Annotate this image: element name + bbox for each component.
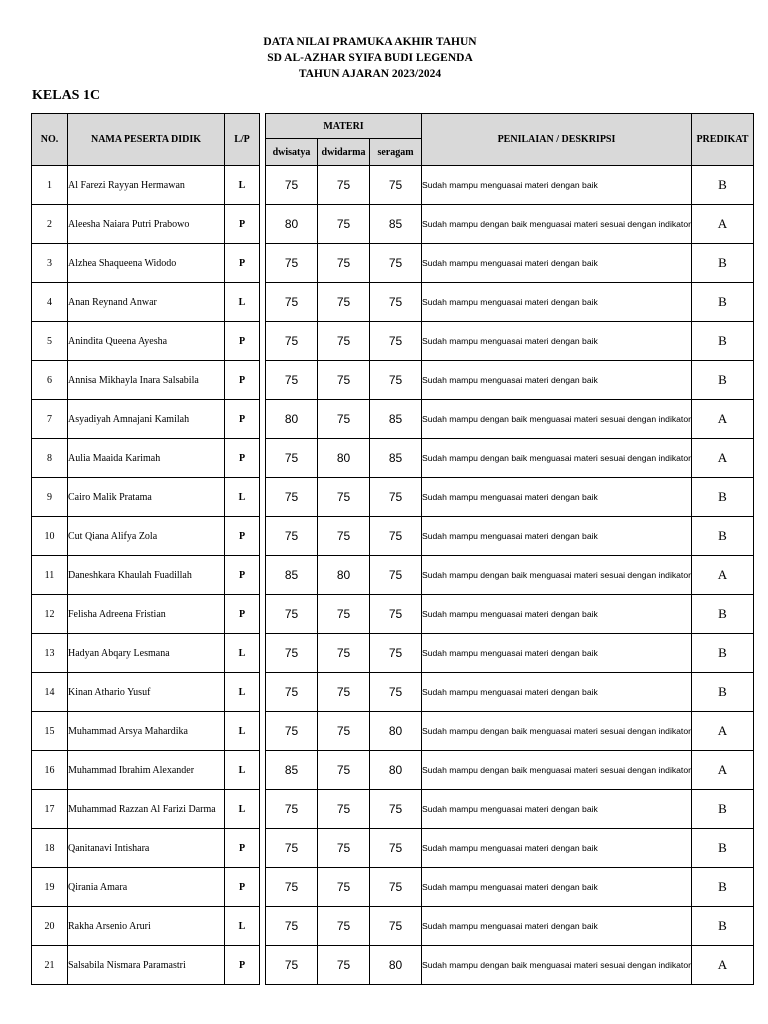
row-number: 5 xyxy=(32,322,68,361)
score-dwisatya: 80 xyxy=(266,205,318,244)
gender: P xyxy=(225,829,260,868)
description: Sudah mampu menguasai materi dengan baik xyxy=(422,595,692,634)
predicate: A xyxy=(691,712,753,751)
predicate: B xyxy=(691,907,753,946)
score-seragam: 80 xyxy=(370,751,422,790)
predicate: A xyxy=(691,205,753,244)
score-seragam: 85 xyxy=(370,400,422,439)
gender: L xyxy=(225,634,260,673)
predicate: B xyxy=(691,517,753,556)
score-dwidarma: 75 xyxy=(318,751,370,790)
description: Sudah mampu menguasai materi dengan baik xyxy=(422,517,692,556)
student-name: Anindita Queena Ayesha xyxy=(68,322,225,361)
score-dwidarma: 75 xyxy=(318,634,370,673)
score-dwisatya: 75 xyxy=(266,517,318,556)
table-row xyxy=(32,556,754,595)
student-name: Felisha Adreena Fristian xyxy=(68,595,225,634)
gender: L xyxy=(225,907,260,946)
table-body xyxy=(32,166,754,985)
table-row xyxy=(32,751,754,790)
row-number: 1 xyxy=(32,166,68,205)
row-number: 10 xyxy=(32,517,68,556)
student-name: Al Farezi Rayyan Hermawan xyxy=(68,166,225,205)
score-dwidarma: 75 xyxy=(318,400,370,439)
score-dwisatya: 75 xyxy=(266,595,318,634)
score-seragam: 75 xyxy=(370,517,422,556)
header-no: NO. xyxy=(32,114,68,166)
row-number: 9 xyxy=(32,478,68,517)
student-name: Asyadiyah Amnajani Kamilah xyxy=(68,400,225,439)
table-row xyxy=(32,946,754,985)
row-number: 13 xyxy=(32,634,68,673)
score-seragam: 85 xyxy=(370,439,422,478)
score-dwidarma: 75 xyxy=(318,868,370,907)
row-number: 21 xyxy=(32,946,68,985)
student-name: Muhammad Arsya Mahardika xyxy=(68,712,225,751)
gender: L xyxy=(225,673,260,712)
description: Sudah mampu menguasai materi dengan baik xyxy=(422,868,692,907)
score-seragam: 75 xyxy=(370,478,422,517)
row-number: 12 xyxy=(32,595,68,634)
row-number: 8 xyxy=(32,439,68,478)
score-dwisatya: 75 xyxy=(266,829,318,868)
score-dwidarma: 75 xyxy=(318,907,370,946)
score-dwidarma: 80 xyxy=(318,556,370,595)
student-name: Qanitanavi Intishara xyxy=(68,829,225,868)
score-dwisatya: 75 xyxy=(266,322,318,361)
table-row xyxy=(32,829,754,868)
description: Sudah mampu menguasai materi dengan baik xyxy=(422,361,692,400)
description: Sudah mampu menguasai materi dengan baik xyxy=(422,790,692,829)
score-dwisatya: 75 xyxy=(266,868,318,907)
predicate: A xyxy=(691,751,753,790)
academic-year: TAHUN AJARAN 2023/2024 xyxy=(298,68,442,80)
score-dwidarma: 75 xyxy=(318,712,370,751)
score-dwisatya: 75 xyxy=(266,946,318,985)
row-number: 16 xyxy=(32,751,68,790)
student-name: Annisa Mikhayla Inara Salsabila xyxy=(68,361,225,400)
score-dwidarma: 75 xyxy=(318,595,370,634)
description: Sudah mampu menguasai materi dengan baik xyxy=(422,907,692,946)
header-materi: MATERI xyxy=(266,114,422,139)
gender: P xyxy=(225,868,260,907)
gender: P xyxy=(225,595,260,634)
score-dwisatya: 75 xyxy=(266,673,318,712)
score-seragam: 75 xyxy=(370,322,422,361)
row-number: 2 xyxy=(32,205,68,244)
table-row xyxy=(32,400,754,439)
gender: P xyxy=(225,517,260,556)
gender: P xyxy=(225,439,260,478)
score-seragam: 75 xyxy=(370,556,422,595)
score-dwisatya: 75 xyxy=(266,283,318,322)
description: Sudah mampu menguasai materi dengan baik xyxy=(422,673,692,712)
score-dwidarma: 75 xyxy=(318,946,370,985)
header-predikat: PREDIKAT xyxy=(691,114,753,166)
student-name: Muhammad Ibrahim Alexander xyxy=(68,751,225,790)
table-row xyxy=(32,283,754,322)
table-row xyxy=(32,205,754,244)
score-seragam: 75 xyxy=(370,283,422,322)
score-dwisatya: 75 xyxy=(266,790,318,829)
description: Sudah mampu dengan baik menguasai materi sesuai dengan indikator xyxy=(422,946,692,985)
score-seragam: 75 xyxy=(370,166,422,205)
gender: P xyxy=(225,361,260,400)
description: Sudah mampu dengan baik menguasai materi sesuai dengan indikator xyxy=(422,751,692,790)
score-dwisatya: 75 xyxy=(266,361,318,400)
gender: L xyxy=(225,283,260,322)
score-seragam: 75 xyxy=(370,829,422,868)
header-nama: NAMA PESERTA DIDIK xyxy=(68,114,225,166)
gender: L xyxy=(225,166,260,205)
predicate: B xyxy=(691,478,753,517)
score-dwisatya: 85 xyxy=(266,556,318,595)
student-name: Hadyan Abqary Lesmana xyxy=(68,634,225,673)
gender: P xyxy=(225,946,260,985)
table-row xyxy=(32,907,754,946)
description: Sudah mampu dengan baik menguasai materi sesuai dengan indikator xyxy=(422,439,692,478)
student-name: Rakha Arsenio Aruri xyxy=(68,907,225,946)
score-seragam: 75 xyxy=(370,673,422,712)
score-dwidarma: 80 xyxy=(318,439,370,478)
table-row xyxy=(32,478,754,517)
table-row xyxy=(32,166,754,205)
table-row xyxy=(32,595,754,634)
table-row xyxy=(32,790,754,829)
score-dwidarma: 75 xyxy=(318,244,370,283)
description: Sudah mampu menguasai materi dengan baik xyxy=(422,166,692,205)
student-name: Qirania Amara xyxy=(68,868,225,907)
predicate: B xyxy=(691,322,753,361)
row-number: 4 xyxy=(32,283,68,322)
table-row xyxy=(32,322,754,361)
gender: P xyxy=(225,556,260,595)
predicate: B xyxy=(691,634,753,673)
description: Sudah mampu menguasai materi dengan baik xyxy=(422,244,692,283)
student-name: Alzhea Shaqueena Widodo xyxy=(68,244,225,283)
table-row xyxy=(32,361,754,400)
table-row xyxy=(32,439,754,478)
row-number: 15 xyxy=(32,712,68,751)
table-row xyxy=(32,712,754,751)
score-dwidarma: 75 xyxy=(318,322,370,361)
row-number: 20 xyxy=(32,907,68,946)
score-dwisatya: 75 xyxy=(266,907,318,946)
score-dwidarma: 75 xyxy=(318,283,370,322)
grades-table xyxy=(31,113,754,985)
score-seragam: 80 xyxy=(370,946,422,985)
score-dwidarma: 75 xyxy=(318,673,370,712)
score-dwisatya: 80 xyxy=(266,400,318,439)
school-name: SD AL-AZHAR SYIFA BUDI LEGENDA xyxy=(267,52,473,64)
row-number: 7 xyxy=(32,400,68,439)
predicate: B xyxy=(691,283,753,322)
table-row xyxy=(32,868,754,907)
gender: P xyxy=(225,322,260,361)
student-name: Aulia Maaida Karimah xyxy=(68,439,225,478)
row-number: 18 xyxy=(32,829,68,868)
score-dwisatya: 75 xyxy=(266,478,318,517)
score-dwidarma: 75 xyxy=(318,517,370,556)
score-seragam: 75 xyxy=(370,361,422,400)
score-dwisatya: 75 xyxy=(266,634,318,673)
table-row xyxy=(32,673,754,712)
score-seragam: 75 xyxy=(370,595,422,634)
header-dwisatya: dwisatya xyxy=(266,139,318,166)
predicate: A xyxy=(691,946,753,985)
student-name: Salsabila Nismara Paramastri xyxy=(68,946,225,985)
predicate: B xyxy=(691,361,753,400)
table-row xyxy=(32,244,754,283)
description: Sudah mampu menguasai materi dengan baik xyxy=(422,322,692,361)
row-number: 3 xyxy=(32,244,68,283)
student-name: Anan Reynand Anwar xyxy=(68,283,225,322)
predicate: B xyxy=(691,595,753,634)
score-seragam: 85 xyxy=(370,205,422,244)
score-dwidarma: 75 xyxy=(318,166,370,205)
header-dwidarma: dwidarma xyxy=(318,139,370,166)
header-seragam: seragam xyxy=(370,139,422,166)
gender: P xyxy=(225,205,260,244)
predicate: B xyxy=(691,868,753,907)
predicate: B xyxy=(691,829,753,868)
header-penilaian: PENILAIAN / DESKRIPSI xyxy=(422,114,692,166)
row-number: 11 xyxy=(32,556,68,595)
class-label: KELAS 1C xyxy=(32,88,101,103)
score-seragam: 75 xyxy=(370,790,422,829)
gender: P xyxy=(225,244,260,283)
student-name: Aleesha Naiara Putri Prabowo xyxy=(68,205,225,244)
score-seragam: 75 xyxy=(370,244,422,283)
gender: P xyxy=(225,400,260,439)
table-row xyxy=(32,517,754,556)
row-number: 14 xyxy=(32,673,68,712)
student-name: Muhammad Razzan Al Farizi Darma xyxy=(68,790,225,829)
row-number: 17 xyxy=(32,790,68,829)
gender: L xyxy=(225,751,260,790)
predicate: B xyxy=(691,244,753,283)
gender: L xyxy=(225,790,260,829)
predicate: B xyxy=(691,790,753,829)
description: Sudah mampu dengan baik menguasai materi sesuai dengan indikator xyxy=(422,400,692,439)
predicate: B xyxy=(691,673,753,712)
row-number: 6 xyxy=(32,361,68,400)
description: Sudah mampu menguasai materi dengan baik xyxy=(422,829,692,868)
student-name: Daneshkara Khaulah Fuadillah xyxy=(68,556,225,595)
description: Sudah mampu menguasai materi dengan baik xyxy=(422,478,692,517)
score-dwidarma: 75 xyxy=(318,478,370,517)
student-name: Cairo Malik Pratama xyxy=(68,478,225,517)
row-number: 19 xyxy=(32,868,68,907)
document-title: DATA NILAI PRAMUKA AKHIR TAHUN xyxy=(263,36,477,48)
score-dwidarma: 75 xyxy=(318,829,370,868)
score-seragam: 75 xyxy=(370,907,422,946)
student-name: Cut Qiana Alifya Zola xyxy=(68,517,225,556)
score-seragam: 80 xyxy=(370,712,422,751)
score-dwidarma: 75 xyxy=(318,790,370,829)
gender: L xyxy=(225,478,260,517)
predicate: A xyxy=(691,400,753,439)
student-name: Kinan Athario Yusuf xyxy=(68,673,225,712)
description: Sudah mampu menguasai materi dengan baik xyxy=(422,283,692,322)
description: Sudah mampu menguasai materi dengan baik xyxy=(422,634,692,673)
score-seragam: 75 xyxy=(370,868,422,907)
score-seragam: 75 xyxy=(370,634,422,673)
description: Sudah mampu dengan baik menguasai materi sesuai dengan indikator xyxy=(422,712,692,751)
predicate: A xyxy=(691,439,753,478)
score-dwidarma: 75 xyxy=(318,361,370,400)
score-dwisatya: 75 xyxy=(266,166,318,205)
score-dwisatya: 75 xyxy=(266,712,318,751)
description: Sudah mampu dengan baik menguasai materi sesuai dengan indikator xyxy=(422,556,692,595)
score-dwisatya: 85 xyxy=(266,751,318,790)
predicate: A xyxy=(691,556,753,595)
table-row xyxy=(32,634,754,673)
gender: L xyxy=(225,712,260,751)
score-dwisatya: 75 xyxy=(266,244,318,283)
score-dwisatya: 75 xyxy=(266,439,318,478)
score-dwidarma: 75 xyxy=(318,205,370,244)
header-lp: L/P xyxy=(225,114,260,166)
predicate: B xyxy=(691,166,753,205)
description: Sudah mampu dengan baik menguasai materi sesuai dengan indikator xyxy=(422,205,692,244)
